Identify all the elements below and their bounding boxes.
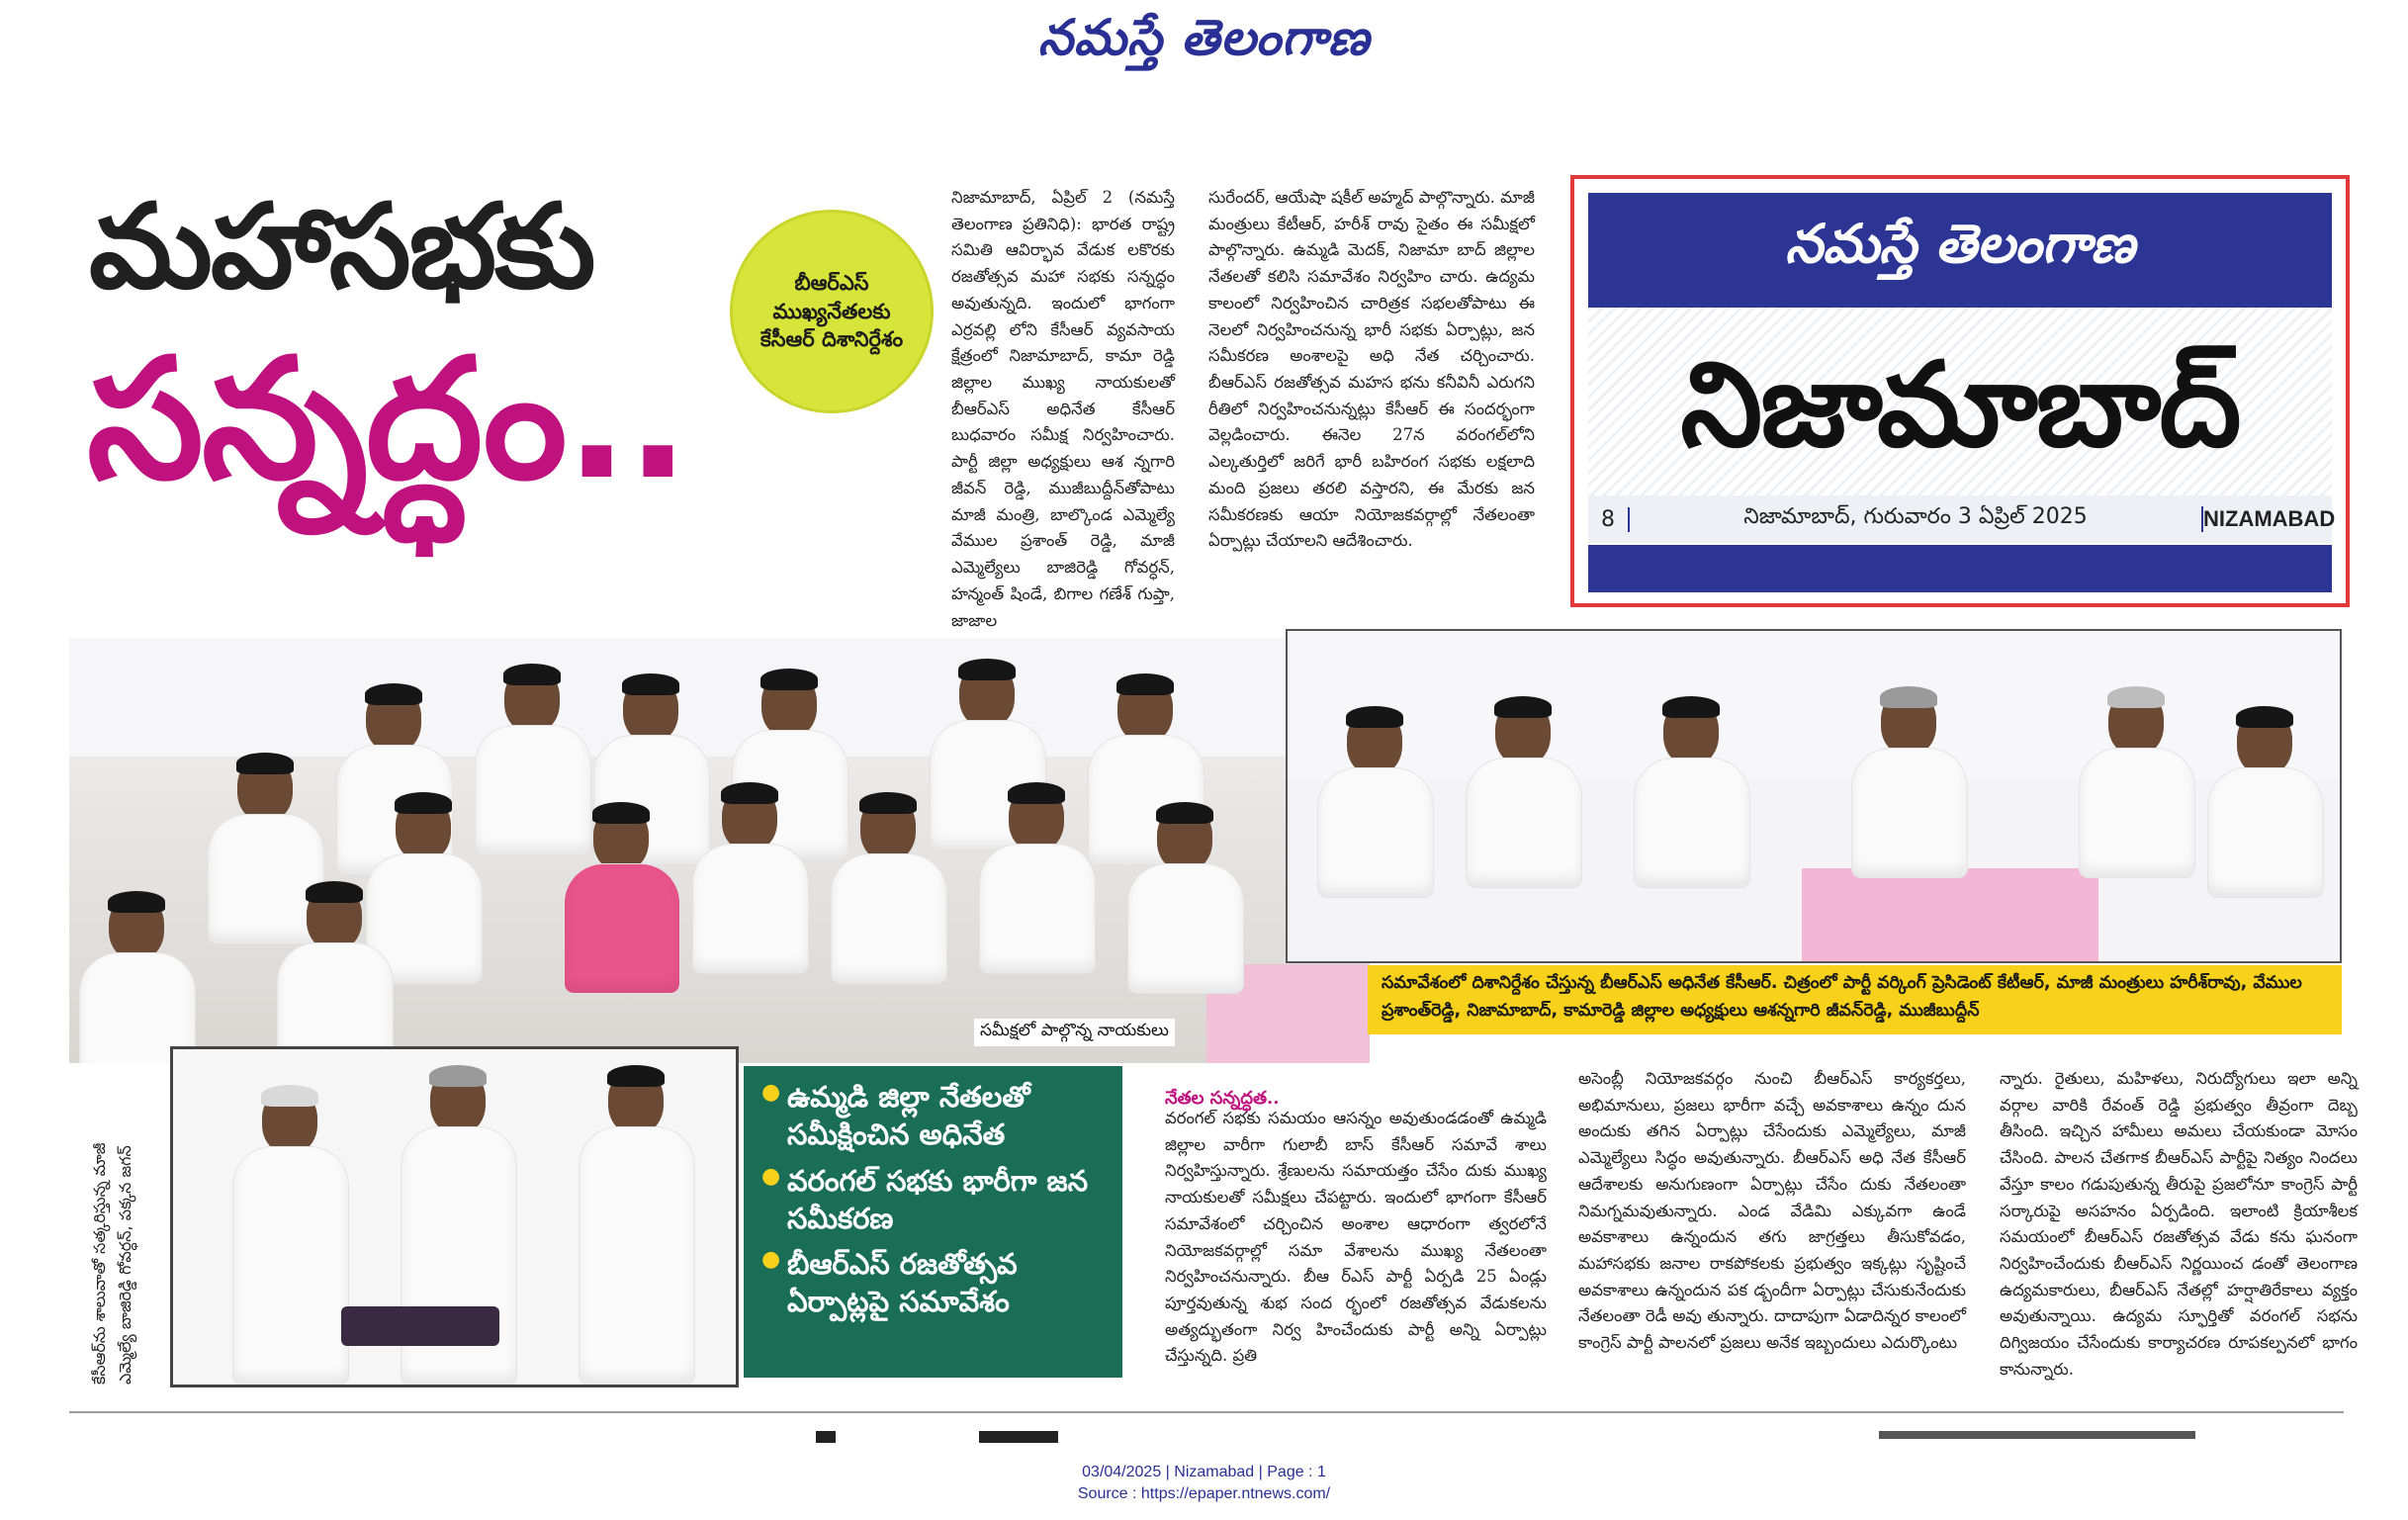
- article-column-5: న్నారు. రైతులు, మహిళలు, నిరుద్యోగులు ఇలా అన్ని వర్గాల వారికి రేవంత్ రెడ్డి ప్రభుత్వం తీవ్రంగా దెబ్బ తీసింది. ఇచ్చిన హామీలు అమలు చేయకుండా మోసం చేసింది. పాలన చేతగాక బీఆర్ఎస్ పార్టీపై నిత్యం నిందలు వేస్తూ కాలం గడుపుతున్న తీరుపై ప్రజలోనూ కాంగ్రెస్ పార్టీ సర్కారుపై అసహనం ఏర్పడింది. ఇలాంటి క్రియాశీలక సమయంలో బీఆర్ఎస్ రజతోత్సవ వేడు కను ఘనంగా నిర్వహించేందుకు బీఆర్ఎస్ నిర్ణయించ డంతో తెలంగాణ ఉద్యమకారులు, బీఆర్ఎస్ నేతల్లో హర్షాతిరేకాలు వ్యక్తం అవుతున్నాయి. ఉద్యమ స్ఫూర్తితో వరంగల్ సభను దిగ్విజయం చేసేందుకు కార్యాచరణ రూపకల్పనలో భాగం కానున్నారు.: [2000, 1069, 2358, 1379]
- page-number: 8: [1588, 507, 1630, 532]
- photo-kcr-meeting: [1286, 629, 2342, 963]
- cutoff-glyph: [979, 1431, 1058, 1443]
- felicitation-side-caption: కేసీఆర్‌ను శాలువాతో సత్కరిస్తున్న మాజీ ఎమ్మెల్యే బాజిరెడ్డి గోవర్ధన్, పక్కన జగన్: [90, 1142, 134, 1385]
- edition-city-en: NIZAMABAD: [2203, 506, 2336, 531]
- highlight-circle-text: బీఆర్ఎస్ ముఖ్యనేతలకు కేసీఆర్ దిశానిర్దేశం: [759, 271, 904, 352]
- highlight-item-1: ● ఉమ్మడి జిల్లా నేతలతో సమీక్షించిన అధినేత: [761, 1078, 1113, 1154]
- highlight-item-2: ● వరంగల్ సభకు భారీగా జన సమీకరణ: [761, 1162, 1113, 1238]
- cutoff-glyph: [1879, 1431, 2195, 1439]
- article-column-1: నిజామాబాద్, ఏప్రిల్ 2 (నమస్తే తెలంగాణ ప్రతినిధి): భారత రాష్ట్ర సమితి ఆవిర్భావ వేడుక లకొరకు రజతోత్సవ మహా సభకు సన్నద్ధం అవుతున్నది. ఇందులో భాగంగా ఎర్రవల్లి లోని కేసీఆర్ వ్యవసాయ క్షేత్రంలో నిజామాబాద్, కామా రెడ్డి జిల్లాల ముఖ్య నాయకులతో బీఆర్ఎస్ అధినేత కేసీఆర్ బుధవారం సమీక్ష నిర్వహించారు. పార్టీ జిల్లా అధ్యక్షులు ఆశ న్నగారి జీవన్ రెడ్డి, ముజీబుద్దీన్‌తోపాటు మాజీ మంత్రి, బాల్కొండ ఎమ్మెల్యే వేముల ప్రశాంత్ రెడ్డి, మాజీ ఎమ్మెల్యేలు బాజిరెడ్డి గోవర్ధన్, హన్మంత్ షిండే, బిగాల గణేశ్ గుప్తా, జాజాల: [951, 188, 1175, 630]
- newspaper-title: నమస్తే తెలంగాణ: [1037, 8, 1371, 66]
- photo-meeting-caption: సమీక్షలో పాల్గొన్న నాయకులు: [974, 1019, 1175, 1046]
- photo-kcr-caption: సమావేశంలో దిశానిర్దేశం చేస్తున్న బీఆర్ఎస్ అధినేత కేసీఆర్. చిత్రంలో పార్టీ వర్కింగ్ ప్రెసిడెంట్ కేటీఆర్, మాజీ మంత్రులు హరీశ్‌రావు, వేముల ప్రశాంత్‌రెడ్డి, నిజామాబాద్, కామారెడ్డి జిల్లాల అధ్యక్షులు ఆశన్నగారి జీవన్‌రెడ్డి, ముజీబుద్దీన్: [1382, 973, 2302, 1021]
- cutoff-glyph: [816, 1431, 836, 1443]
- footer: [0, 1462, 2408, 1504]
- edition-box: [1570, 175, 2350, 607]
- article-subhead: నేతల సన్నద్ధత..: [1165, 1088, 1280, 1109]
- highlights-box: [744, 1066, 1122, 1378]
- edition-city: నిజామాబాద్: [1680, 336, 2240, 473]
- felicitation-side-caption-box: [87, 1088, 156, 1385]
- article-column-4: అసెంబ్లీ నియోజకవర్గం నుంచి బీఆర్ఎస్ కార్యకర్తలు, అభిమానులు, ప్రజలు భారీగా వచ్చే అవకాశాలు ఉన్నం దున అందుకు తగిన ఏర్పాట్లు చేసేందుకు ఎమ్మెల్యేలు, మాజీ ఎమ్మెల్యేలు సిద్ధం అవుతున్నారు. బీఆర్ఎస్ అధి నేత కేసీఆర్ ఆదేశాలకు అనుగుణంగా ఏర్పాట్లు చేసేం దుకు నేతలంతా నిమగ్నమవుతున్నారు. ఎండ వేడిమి ఎక్కువగా ఉండే అవకాశాలు ఉన్నందున తగు జాగ్రత్తలు తీసుకోవడం, మహాసభకు జనాల రాకపోకలకు ప్రభుత్వం ఇక్కట్లు సృష్టించే అవకాశాలు ఉన్నందున పక డ్బందీగా ఏర్పాట్లు చేసుకునేందుకు నేతలంతా రెడీ అవు తున్నారు. దాదాపుగా ఏడాదిన్నర కాలంలో కాంగ్రెస్ పార్టీ పాలనలో ప్రజలు అనేక ఇబ్బందులు ఎదుర్కొంటు: [1578, 1069, 1966, 1353]
- masthead: [0, 0, 2408, 79]
- footer-edition-line: 03/04/2025 | Nizamabad | Page : 1: [1082, 1464, 1326, 1480]
- article-column-3: వరంగల్ సభకు సమయం ఆసన్నం అవుతుండడంతో ఉమ్మడి జిల్లాల వారీగా గులాబీ బాస్ కేసీఆర్ సమావే శాలు నిర్వహిస్తున్నారు. శ్రేణులను సమాయత్తం చేసేం దుకు ముఖ్య నాయకులతో సమీక్షలు చేపట్టారు. ఇందులో భాగంగా కేసీఆర్ సమావేశంలో చర్చించిన అంశాల ఆధారంగా త్వరలోనే నియోజకవర్గాల్లో సమా వేశాలను ముఖ్య నేతలంతా నిర్వహించనున్నారు. బీఆ ర్ఎస్ పార్టీ ఏర్పడి 25 ఏండ్లు పూర్తవుతున్న శుభ సంద ర్భంలో రజతోత్సవ వేడుకలను అత్యద్భుతంగా నిర్వ హించేందుకు పార్టీ అన్ని ఏర్పాట్లు చేస్తున్నది. ప్రతి: [1165, 1109, 1547, 1366]
- edition-info-row: [1588, 495, 2336, 543]
- highlight-circle: [730, 210, 934, 413]
- photo-felicitation: [170, 1046, 739, 1387]
- edition-paper-name: నమస్తే తెలంగాణ: [1785, 212, 2135, 275]
- page-divider: [69, 1411, 2344, 1413]
- highlight-item-3: ● బీఆర్ఎస్ రజతోత్సవ ఏర్పాట్లపై సమావేశం: [761, 1245, 1113, 1321]
- headline-line1: మహాసభకు: [89, 178, 594, 314]
- edition-bottom-bar: [1588, 545, 2332, 592]
- headline-line2: సన్నద్ధం..: [87, 322, 688, 516]
- edition-band: [1588, 193, 2332, 308]
- article-column-2: సురేందర్, ఆయేషా షకీల్ అహ్మద్ పాల్గొన్నారు. మాజీ మంత్రులు కేటీఆర్, హరీశ్ రావు సైతం ఈ సమీక్షలో పాల్గొన్నారు. ఉమ్మడి మెదక్, నిజామా బాద్ జిల్లాల నేతలతో కలిసి సమావేశం నిర్వహిం చారు. ఉద్యమ కాలంలో నిర్వహించిన చారిత్రక సభలతోపాటు ఈ నెలలో నిర్వహించనున్న భారీ సభకు ఏర్పాట్లు, జన సమీకరణ అంశాలపై అధి నేత చర్చించారు. బీఆర్ఎస్ రజతోత్సవ మహస భను కనీవినీ ఎరుగని రీతిలో నిర్వహించనున్నట్లు కేసీఆర్ ఈ సందర్భంగా వెల్లడించారు. ఈనెల 27న వరంగల్‌లోని ఎల్కతుర్తిలో జరిగే భారీ బహిరంగ సభకు లక్షలాది మంది ప్రజలు తరలి వస్తారని, ఈ మేరకు జన సమీకరణకు ఆయా నియోజకవర్గాల్లో నేతలంతా ఏర్పాట్లు చేయాలని ఆదేశించారు.: [1208, 188, 1535, 551]
- footer-source-line: Source : https://epaper.ntnews.com/: [1077, 1484, 1331, 1502]
- photo-kcr-caption-box: [1368, 965, 2342, 1034]
- photo-meeting-leaders: [69, 638, 1370, 1063]
- dateline: నిజామాబాద్, గురువారం 3 ఏప్రిల్ 2025: [1743, 504, 2088, 529]
